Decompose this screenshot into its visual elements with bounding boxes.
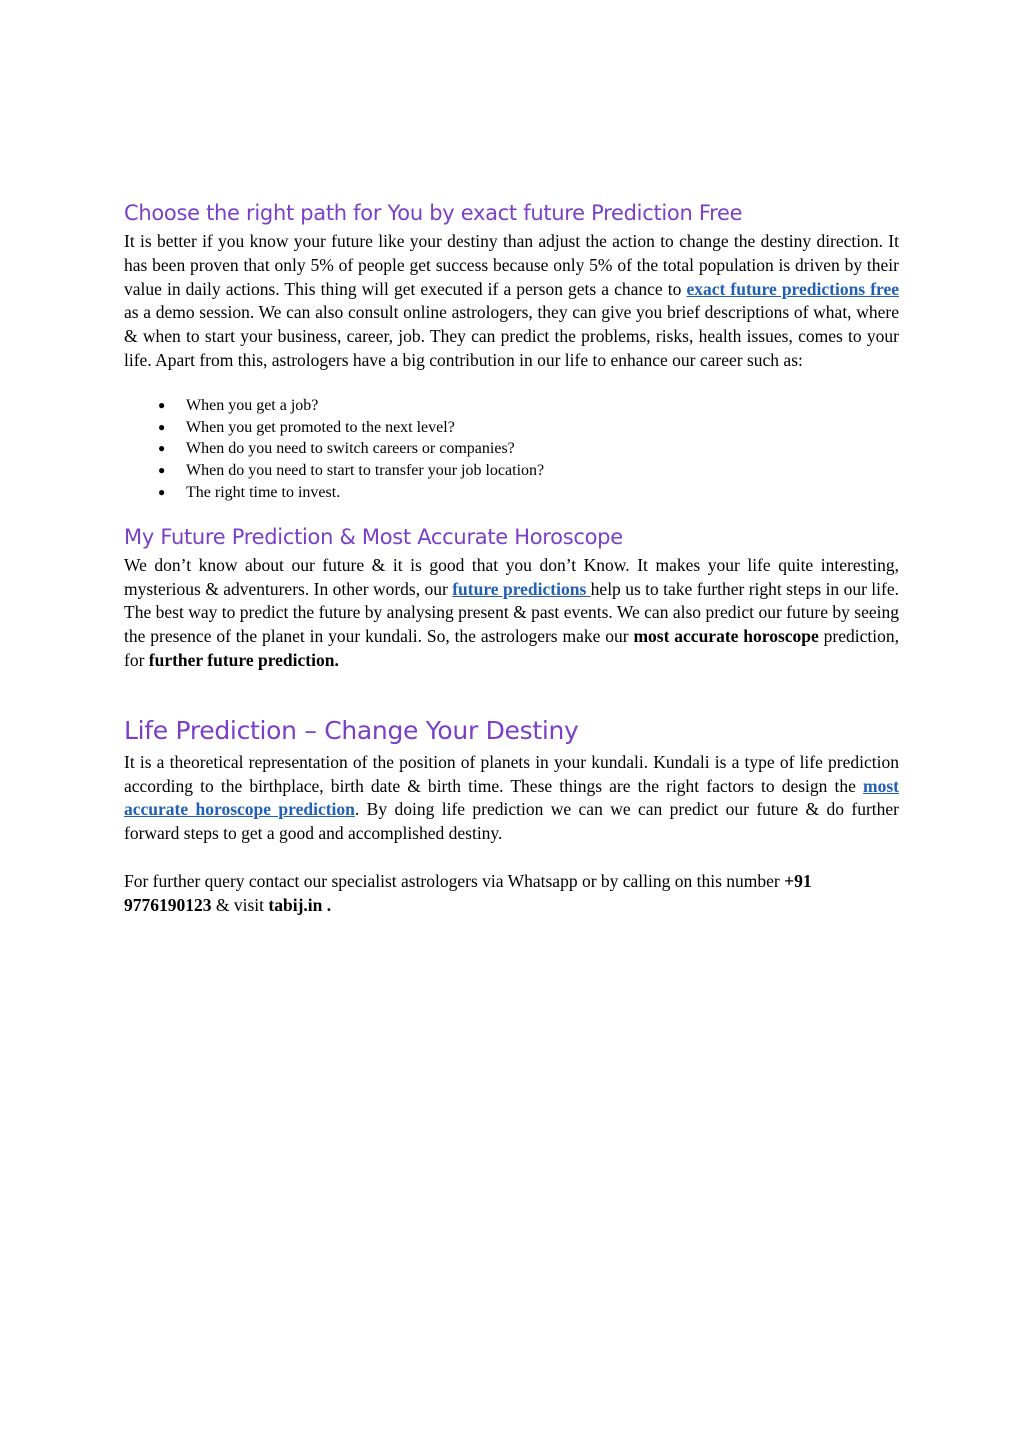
paragraph-text: . By doing life prediction we can we can predict our future & do further forward steps to get a good and accomplished destiny. bbox=[124, 799, 899, 844]
paragraph-text: prediction, for bbox=[124, 626, 900, 670]
paragraph-contact bbox=[124, 870, 899, 918]
bullet-icon: ● bbox=[158, 441, 166, 456]
list-item: ● When do you need to switch careers or companies? bbox=[124, 438, 899, 460]
paragraph-text: It is better if you know your future like your destiny than adjust the action to change the destiny direction. It has been proven that only 5% of people get success because only 5% of the total population is driven by their value in daily actions. This thing will get executed if a person gets a chance to bbox=[124, 231, 899, 299]
paragraph-text: We don’t know about our future & it is good that you don’t Know. It makes your life quite interesting, mysterious & adventurers. In other words, our bbox=[124, 554, 899, 599]
link-exact-future-predictions-free[interactable]: exact future predictions free bbox=[686, 278, 900, 299]
career-questions-list bbox=[124, 395, 899, 504]
section-heading-choose-path: Choose the right path for You by exact future Prediction Free bbox=[124, 201, 743, 225]
paragraph-future bbox=[124, 554, 899, 673]
bullet-icon: ● bbox=[158, 397, 166, 412]
bullet-icon: ● bbox=[158, 419, 166, 434]
list-item: ● The right time to invest. bbox=[124, 482, 899, 504]
bold-most-accurate-horoscope: most accurate horoscope bbox=[633, 626, 819, 647]
paragraph-spacer bbox=[124, 846, 899, 870]
paragraph-text: help us to take further right steps in our life. The best way to predict the future by analysing present & past events. We can also predict our future by seeing the presence of the planet in your kundali. So, the astrologers make our bbox=[124, 578, 900, 647]
section-heading-my-future-prediction: My Future Prediction & Most Accurate Horoscope bbox=[124, 524, 623, 549]
link-future-predictions[interactable]: future predictions bbox=[452, 578, 591, 599]
section-heading-life-prediction: Life Prediction – Change Your Destiny bbox=[124, 715, 579, 745]
list-item: ● When you get promoted to the next level? bbox=[124, 417, 899, 439]
site-name: tabij.in . bbox=[268, 894, 332, 915]
list-item: ● When do you need to start to transfer your job location? bbox=[124, 460, 899, 482]
visit-text: & visit bbox=[211, 894, 269, 915]
phone-number: +91 9776190123 bbox=[124, 870, 812, 915]
paragraph-text: as a demo session. We can also consult online astrologers, they can give you brief descriptions of what, where & when to start your business, career, job. They can predict the problems, risks, health issues, comes to your life. Apart from this, astrologers have a big contribution in our life to enhance our career such as: bbox=[124, 302, 899, 370]
bold-further-future-prediction: further future prediction. bbox=[148, 649, 339, 670]
bullet-icon: ● bbox=[158, 484, 166, 499]
paragraph-kundali bbox=[124, 751, 899, 846]
document-page bbox=[124, 196, 899, 918]
bullet-icon: ● bbox=[158, 463, 166, 478]
link-most-accurate-horoscope-prediction[interactable]: most accurate horoscope prediction bbox=[124, 775, 899, 820]
list-item: ● When you get a job? bbox=[124, 395, 899, 417]
paragraph-text: It is a theoretical representation of the position of planets in your kundali. Kundali is a type of life prediction according to the birthplace, birth date & birth time. These things are the right factors to design the bbox=[124, 751, 899, 796]
paragraph-intro bbox=[124, 230, 899, 373]
contact-text: For further query contact our specialist astrologers via Whatsapp or by calling on this number bbox=[124, 870, 785, 891]
